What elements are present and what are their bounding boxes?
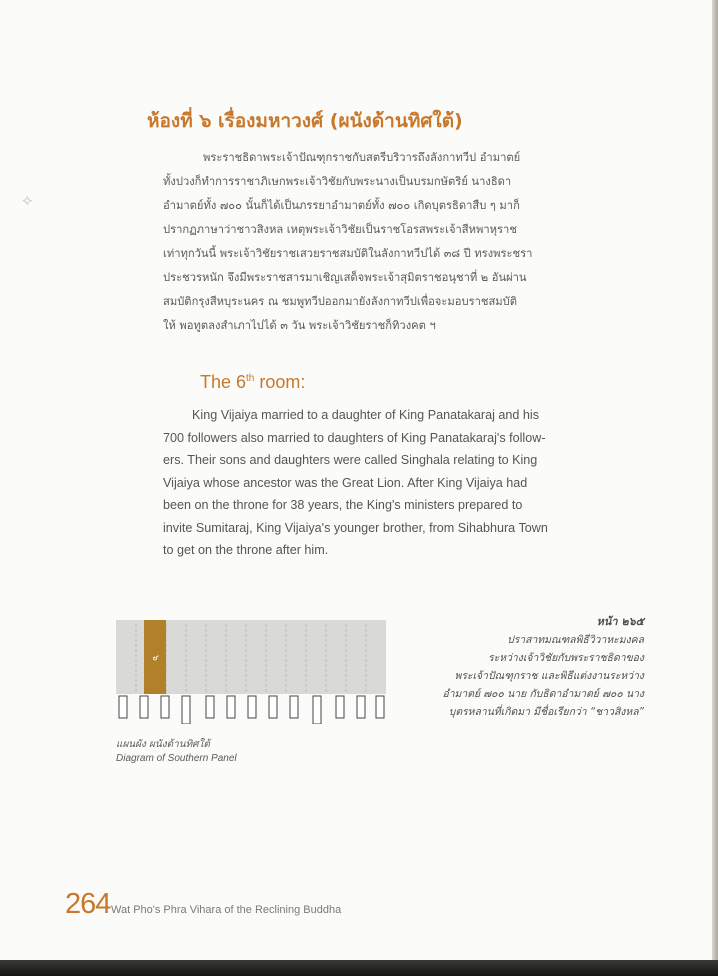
footer-book-title: Wat Pho's Phra Vihara of the Reclining Buddha [111, 904, 342, 916]
page-edge-bottom [0, 960, 718, 976]
english-line: ers. Their sons and daughters were called Singhala relating to King [163, 453, 538, 467]
page-number: 264 [65, 888, 111, 920]
thai-line: พระราชธิดาพระเจ้าปัณฑุกราชกับสตรีบริวารถึงลังกาทวีป อำมาตย์ [203, 151, 521, 164]
english-line: to get on the throne after him. [163, 543, 329, 557]
thai-line: ให้ พอทูตลงสำเภาไปได้ ๓ วัน พระเจ้าวิชัยราชก็ทิวงคต ฯ [163, 319, 436, 332]
english-line: been on the throne for 38 years, the King's ministers prepared to [163, 498, 523, 512]
english-title-prefix: The 6 [200, 372, 247, 392]
page-edge-right [712, 0, 718, 976]
english-line: invite Sumitaraj, King Vijaiya's younger brother, from Sihabhura Town [163, 520, 548, 535]
thai-paragraph [163, 146, 553, 338]
english-line: King Vijaiya married to a daughter of King Panatakaraj and his [192, 408, 540, 422]
highlighted-room-label: ๖ [150, 655, 160, 661]
margin-mark: ⟡ [22, 190, 33, 209]
side-note-line: ระหว่างเจ้าวิชัยกับพระราชธิดาของ [488, 652, 644, 664]
thai-section-title: ห้องที่ ๖ เรื่องมหาวงศ์ (ผนังด้านทิศใต้) [147, 110, 463, 132]
english-line: 700 followers also married to daughters of King Panatakaraj's follow- [163, 430, 546, 445]
thai-line: ปรากฏภาษาว่าชาวสิงหล เหตุพระเจ้าวิชัยเป็นราชโอรสพระเจ้าสีหพาหุราช [163, 223, 517, 236]
side-note-line: พระเจ้าปัณฑุกราช และพิธีแต่งงานระหว่าง [454, 670, 644, 682]
english-title-sup: th [246, 373, 255, 384]
thai-line: สมบัติกรุงสีหบุระนคร ณ ชมพูทวีปออกมายังลังกาทวีปเพื่อจะมอบราชสมบัติ [163, 295, 518, 308]
side-note-page-label: หน้า ๒๖๕ [596, 615, 644, 628]
side-note-line: อำมาตย์ ๗๐๐ นาย กับธิดาอำมาตย์ ๗๐๐ นาง [442, 688, 644, 700]
diagram-caption-english: Diagram of Southern Panel [116, 753, 237, 764]
english-title-suffix: room: [254, 372, 306, 392]
thai-line: ประชวรหนัก จึงมีพระราชสารมาเชิญเสด็จพระเจ้าสุมิตราชอนุชาที่ ๒ อันผ่าน [163, 271, 527, 284]
side-note-line: บุตรหลานที่เกิดมา มีชื่อเรียกว่า “ชาวสิงหล” [448, 706, 644, 718]
side-note-line: ปราสาทมณฑลพิธีวิวาหะมงคล [507, 634, 644, 646]
southern-panel-diagram [116, 620, 386, 724]
pillar-row [119, 696, 384, 724]
thai-line: ทั้งปวงก็ทำการราชาภิเษกพระเจ้าวิชัยกับพระนางเป็นบรมกษัตริย์ นางธิดา [163, 175, 512, 188]
diagram-caption-thai: แผนผัง ผนังด้านทิศใต้ [116, 739, 210, 750]
mural-side-note [404, 613, 644, 721]
thai-line: อำมาตย์ทั้ง ๗๐๐ นั้นก็ได้เป็นภรรยาอำมาตย์ทั้ง ๗๐๐ เกิดบุตรธิดาสืบ ๆ มาก็ [163, 199, 520, 212]
english-paragraph [163, 404, 553, 562]
thai-line: เท่าทุกวันนี้ พระเจ้าวิชัยราชเสวยราชสมบัติในลังกาทวีปได้ ๓๘ ปี ทรงพระชรา [163, 247, 533, 260]
english-section-title [200, 372, 305, 393]
english-line: Vijaiya whose ancestor was the Great Lion. After King Vijaiya had [163, 475, 528, 490]
